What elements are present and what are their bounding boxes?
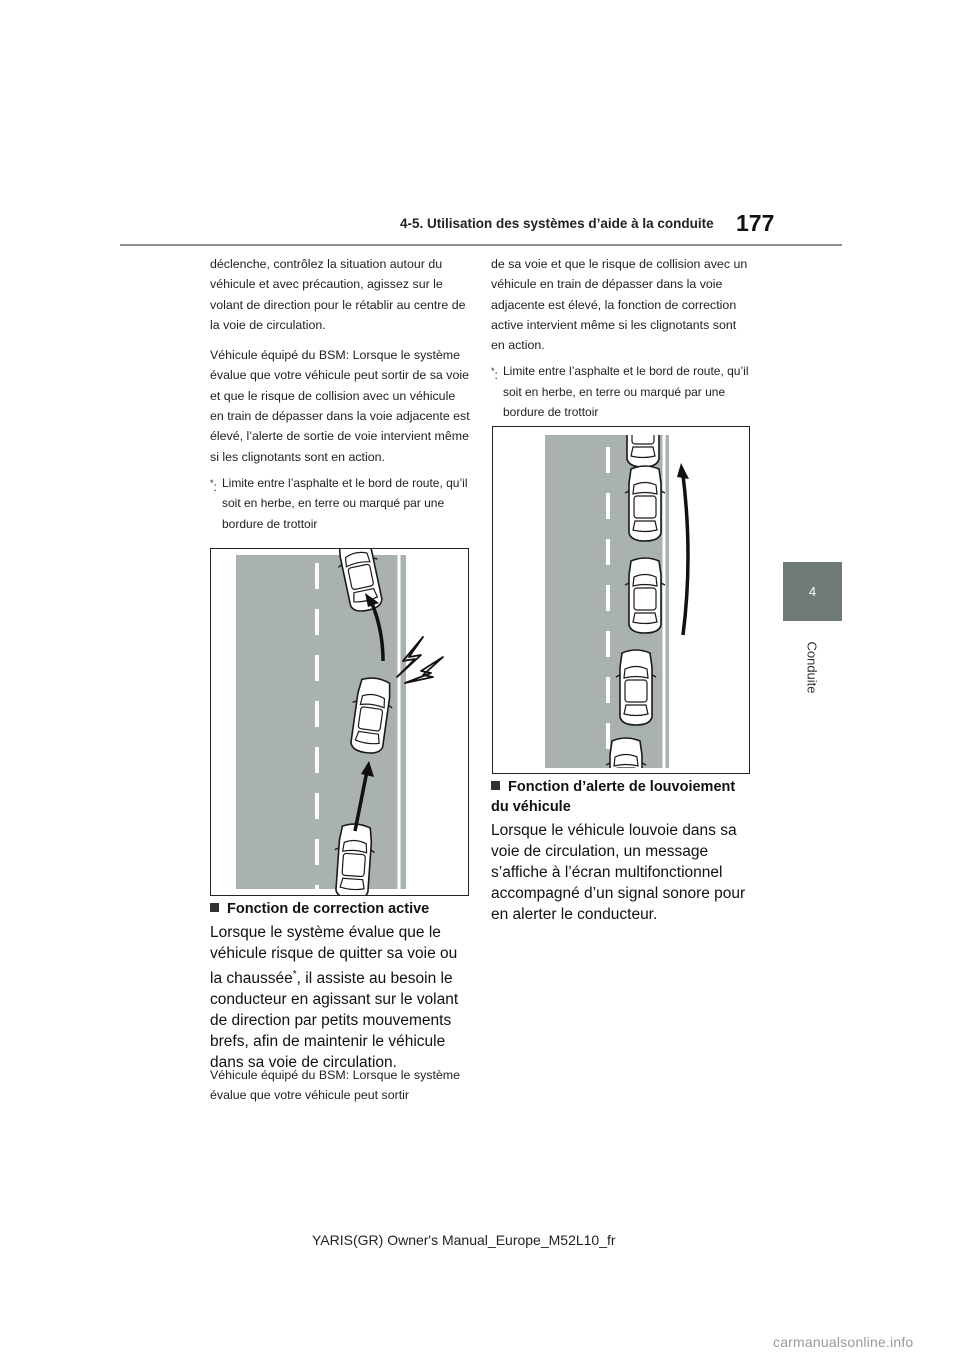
lane-departure-drawing xyxy=(211,549,468,895)
lane-departure-illustration xyxy=(210,548,469,896)
footnote-text: Limite entre l’asphalte et le bord de route, qu’il soit en herbe, en terre ou marqué par une bordure de trottoir xyxy=(222,475,468,531)
car-icon xyxy=(625,466,665,541)
active-correction-drawing xyxy=(493,427,749,773)
footnote-marker: *: xyxy=(210,477,217,494)
left-column-continued xyxy=(210,1065,470,1112)
section-title: 4-5. Utilisation des systèmes d’aide à la conduite xyxy=(400,216,714,231)
car-icon xyxy=(606,738,646,773)
car-icon xyxy=(616,650,656,725)
footnote-marker: *: xyxy=(491,366,498,383)
section-heading: Fonction de correction active xyxy=(210,899,470,919)
body-text: Lorsque le système évalue que le véhicule risque de quitter sa voie ou la chaussée*, il assiste au besoin le conducteur en agissant sur le volant de direction par petits mouvements brefs, afin de maintenir le véhicule dans sa voie de circulation. xyxy=(210,924,459,1072)
chapter-tab[interactable]: 4 xyxy=(783,562,842,621)
right-column xyxy=(491,254,749,422)
car-icon xyxy=(623,427,663,467)
footnote xyxy=(491,361,749,422)
bullet-square-icon xyxy=(210,903,219,912)
body-text: Lorsque le véhicule louvoie dans sa voie de circulation, un message s’affiche à l’écran multifonctionnel accompagné d’un signal sonore pour en alerter le conducteur. xyxy=(491,822,746,923)
footnote xyxy=(210,473,470,534)
header-divider xyxy=(120,244,842,246)
active-correction-illustration xyxy=(492,426,750,774)
paragraph: déclenche, contrôlez la situation autour du véhicule et avec précaution, agissez sur le volant de direction pour le rétablir au centre de la voie de circulation. xyxy=(210,257,466,332)
section-heading: Fonction d’alerte de louvoiement du véhicule xyxy=(491,779,736,815)
page-number: 177 xyxy=(736,210,775,236)
watermark: carmanualsonline.info xyxy=(773,1334,914,1350)
bullet-square-icon xyxy=(491,781,500,790)
paragraph: de sa voie et que le risque de collision avec un véhicule en train de dépasser dans la voie adjacente est élevé, la fonction de correction active intervient même si les clignotants sont en action. xyxy=(491,257,748,353)
footnote-text: Limite entre l’asphalte et le bord de route, qu’il soit en herbe, en terre ou marqué par une bordure de trottoir xyxy=(503,364,749,420)
paragraph: Véhicule équipé du BSM: Lorsque le système évalue que votre véhicule peut sortir xyxy=(210,1068,461,1103)
paragraph: Véhicule équipé du BSM: Lorsque le système évalue que votre véhicule peut sortir de sa voie et que le risque de collision avec un véhicule en train de dépasser dans la voie adjacente est élevé, l’alerte de sortie de voie intervient même si les clignotants sont en action. xyxy=(210,348,470,464)
chapter-label: Conduite xyxy=(804,641,820,694)
left-column xyxy=(210,254,470,534)
footer-manual-id: YARIS(GR) Owner's Manual_Europe_M52L10_fr xyxy=(312,1232,616,1248)
car-icon xyxy=(625,558,665,633)
